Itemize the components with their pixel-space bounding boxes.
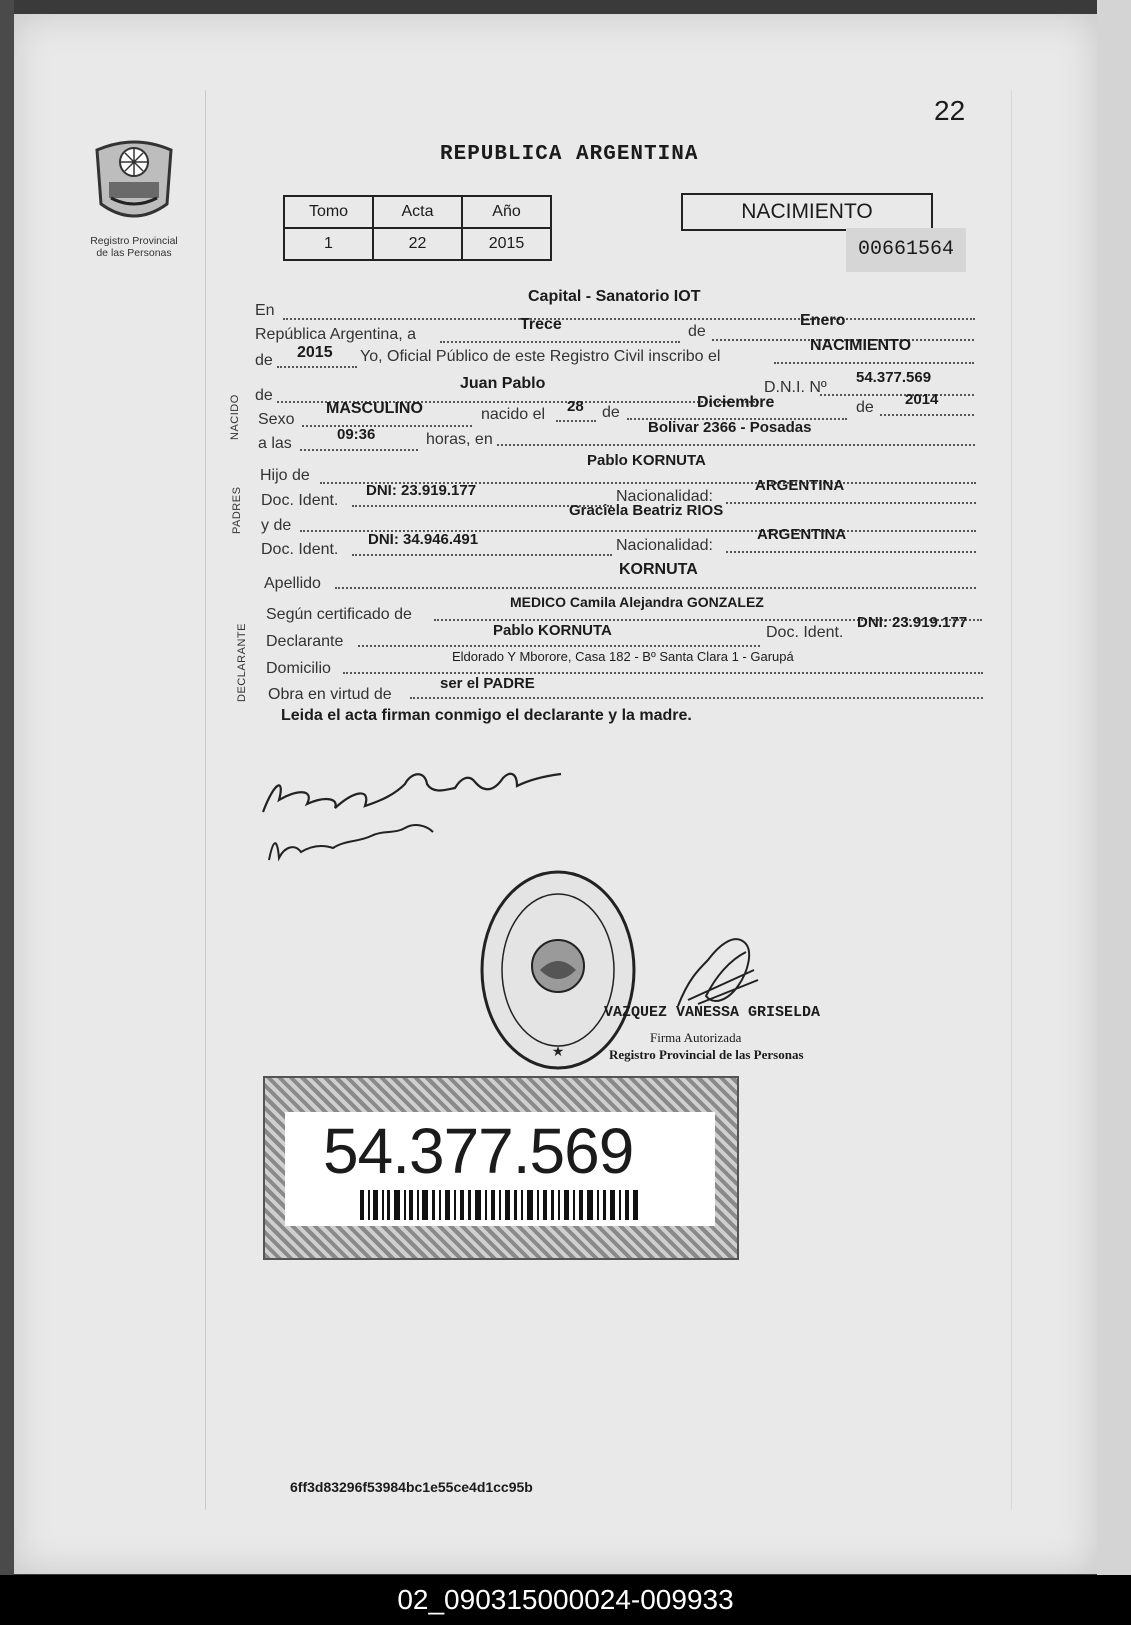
madre-doc-value: DNI: 34.946.491 [368,531,479,548]
section-label-nacido: NACIDO [229,394,241,440]
sexo-label: Sexo [258,411,295,428]
nac-dia-dotline [556,420,596,422]
nac-de1-label: de [602,404,620,421]
nac-anio-dotline [880,414,974,416]
page-number: 22 [934,95,966,126]
dni-value: 54.377.569 [856,369,932,386]
padre-doc-value: DNI: 23.919.177 [366,482,477,499]
nombre-label: de [255,387,273,404]
lugar-value: Bolivar 2366 - Posadas [648,419,812,436]
authorized-name: VAZQUEZ VANESSA GRISELDA [604,1004,821,1021]
madre-doc-dotline [352,554,612,556]
declarante-doc-value: DNI: 23.919.177 [857,614,968,631]
nac-de2-label: de [856,399,874,416]
declarante-value: Pablo KORNUTA [493,622,612,639]
padre-nacionalidad-label: Nacionalidad: [616,488,713,505]
emblem-caption-line1: Registro Provincial [90,235,178,247]
madre-nac-value: ARGENTINA [757,526,847,543]
madre-doc-label: Doc. Ident. [261,541,339,558]
emblem-seal-icon [89,132,179,230]
header-acta: Acta [373,196,462,228]
republica-label: República Argentina, a [255,326,416,343]
barcode-icon [360,1190,640,1220]
section-label-padres: PADRES [231,486,243,534]
apellido-label: Apellido [264,575,321,592]
value-acta: 22 [373,228,462,260]
dni-label-inner [285,1112,715,1226]
nac-mes-value: Diciembre [697,394,775,411]
certificado-value: MEDICO Camila Alejandra GONZALEZ [510,594,764,610]
registry-table [283,195,552,261]
padre-doc-label: Doc. Ident. [261,492,339,509]
dni-dotline [820,394,974,396]
apellido-dotline [335,587,976,589]
dni-barcode-label [263,1076,739,1260]
nombre-value: Juan Pablo [460,375,546,392]
value-anio: 2015 [462,228,551,260]
madre-nac-dotline [726,551,976,553]
sexo-value: MASCULINO [326,400,423,417]
obra-value: ser el PADRE [440,675,535,692]
hijo-de-label: Hijo de [260,467,310,484]
de-label: de [688,323,706,340]
domicilio-value: Eldorado Y Mbororе, Casa 182 - Bº Santa Clara 1 - Garupá [452,649,794,664]
svg-text:★: ★ [551,1043,565,1059]
nac-anio-value: 2014 [905,391,939,408]
padre-nac-dotline [726,502,976,504]
obra-dotline [410,697,983,699]
header-anio: Año [462,196,551,228]
value-tomo: 1 [284,228,373,260]
record-type-box: NACIMIENTO [681,193,933,231]
domicilio-dotline [343,672,983,674]
lugar-dotline [497,444,975,446]
padre-nac-value: ARGENTINA [755,477,845,494]
en-label: En [255,302,275,319]
header-tomo: Tomo [284,196,373,228]
serial-number: 00661564 [846,228,966,272]
signature-declarante [255,760,595,880]
sexo-dotline [302,425,472,427]
section-label-declarante: DECLARANTE [236,623,248,702]
en-dotline [283,318,975,320]
dia-value: Trece [520,316,562,333]
padre-value: Pablo KORNUTA [587,452,706,469]
nacido-el-label: nacido el [481,406,546,423]
provincial-emblem [78,132,190,259]
anio-prefix: de [255,352,273,369]
mes-value: Enero [800,312,846,329]
declarante-dotline [358,645,760,647]
document-title: REPUBLICA ARGENTINA [440,143,699,166]
leida-statement: Leida el acta firman conmigo el declarante y la madre. [281,707,692,724]
declarante-doc-label: Doc. Ident. [766,624,844,641]
scan-footer-id: 02_090315000024-009933 [0,1575,1131,1625]
certificado-label: Según certificado de [266,606,412,623]
hora-value: 09:36 [337,426,376,443]
anio-value: 2015 [297,344,333,361]
y-de-label: y de [261,517,292,534]
a-las-label: a las [258,435,292,452]
document-hash: 6ff3d83296f53984bc1e55ce4d1cc95b [290,1479,533,1495]
authorized-registry: Registro Provincial de las Personas [609,1047,804,1062]
binding-strip [0,0,14,1575]
en-value: Capital - Sanatorio IOT [528,288,701,305]
hora-dotline [300,449,418,451]
nac-dia-value: 28 [567,398,584,415]
dni-big-number: 54.377.569 [323,1115,634,1187]
emblem-caption-line2: de las Personas [96,247,172,259]
signature-authorized [668,930,768,1014]
horas-en-label: horas, en [426,431,493,448]
authorized-role: Firma Autorizada [650,1030,742,1045]
domicilio-label: Domicilio [266,660,331,677]
page-edge [1097,0,1131,1575]
declarante-label: Declarante [266,633,344,650]
inscribo-value: NACIMIENTO [810,337,912,354]
anio-dotline [277,366,357,368]
oficial-text: Yo, Oficial Público de este Registro Civil inscribo el [360,348,721,365]
madre-value: Graciela Beatriz RIOS [569,502,724,519]
dia-dotline [440,341,680,343]
apellido-value: KORNUTA [619,561,698,578]
dni-label-field: D.N.I. Nº [764,379,827,396]
madre-nacionalidad-label: Nacionalidad: [616,537,713,554]
obra-label: Obra en virtud de [268,686,392,703]
inscribo-dotline [774,362,974,364]
